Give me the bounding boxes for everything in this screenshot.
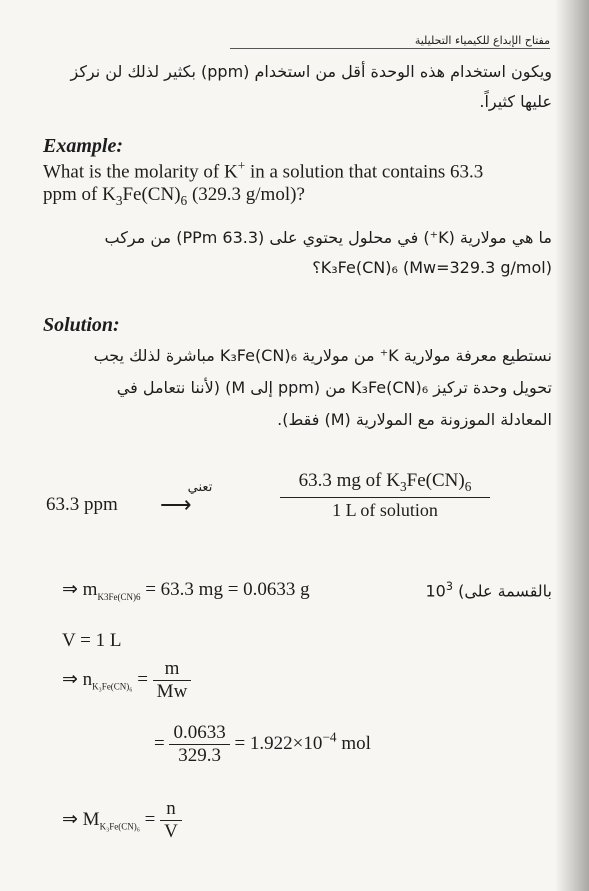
solution-heading: Solution:	[43, 314, 120, 336]
example-question-line2	[43, 184, 305, 209]
mass-symbol: m	[82, 579, 98, 600]
moles-value-fraction	[169, 722, 229, 767]
molarity-numerator: n	[160, 798, 182, 821]
conversion-arrow: ⟶	[160, 492, 192, 517]
example-arabic-line2: K₃Fe(CN)₆ (Mw=329.3 g/mol)؟	[312, 258, 552, 277]
q2-post: (329.3 g/mol)?	[187, 184, 305, 205]
conversion-numerator	[280, 470, 490, 498]
mass-implies-arrow: ⇒	[62, 579, 78, 600]
conv-num-sub2: 6	[464, 478, 472, 494]
molarity-equals: =	[144, 808, 156, 830]
molarity-implies-arrow: ⇒	[62, 808, 78, 830]
q2-sub1: 3	[115, 192, 123, 208]
q1-text: What is the molarity of K	[43, 161, 238, 183]
q2-sub2: 6	[180, 192, 188, 208]
solution-arabic-line3: المعادلة الموزونة مع المولارية (M) فقط).	[277, 410, 552, 429]
molarity-symbol: M	[82, 808, 100, 830]
conversion-left: 63.3 ppm	[46, 494, 118, 515]
conversion-arrow-label: تعني	[187, 480, 213, 495]
mass-note-exponent: 3	[445, 580, 453, 593]
molarity-denominator: V	[164, 821, 178, 842]
conversion-fraction	[280, 470, 490, 521]
moles-subscript: K₃Fe(CN)₆	[92, 681, 133, 692]
solution-arabic-line1: نستطيع معرفة مولارية K⁺ من مولارية K₃Fe(CN)₆ مباشرة لذلك يجب	[93, 346, 552, 365]
page-edge-shadow	[555, 0, 589, 891]
conv-num-text: 63.3 mg of K	[298, 470, 400, 491]
molarity-fraction	[160, 798, 182, 843]
moles-value-equation	[154, 722, 371, 767]
molarity-subscript: K₃Fe(CN)₆	[99, 821, 140, 832]
moles-value-equals: =	[154, 732, 165, 754]
mass-value: = 63.3 mg = 0.0633 g	[140, 579, 310, 600]
example-question-line1	[43, 158, 483, 183]
moles-fraction	[153, 658, 192, 703]
mass-note-number: 10	[425, 581, 446, 601]
mass-note-arabic: (بالقسمة على	[458, 581, 552, 601]
moles-equals: =	[137, 668, 148, 690]
conv-num-sub1: 3	[399, 478, 407, 494]
q2-text: ppm of K	[43, 184, 116, 205]
mass-equation	[62, 578, 310, 602]
running-header: مفتاح الإبداع للكيمياء التحليلية	[230, 34, 550, 49]
q1-sup: +	[237, 158, 246, 173]
moles-value-denominator: 329.3	[178, 745, 221, 766]
moles-value-unit: mol	[336, 732, 371, 754]
intro-arabic-line1: ويكون استخدام هذه الوحدة أقل من استخدام (ppm) بكثير لذلك لن نركز	[70, 62, 552, 81]
example-arabic-line1: ما هي مولارية (K⁺) في محلول يحتوي على (63.3 PPm) من مركب	[104, 228, 552, 247]
conv-num-mid: Fe(CN)	[406, 470, 465, 491]
moles-implies-arrow: ⇒	[62, 668, 78, 690]
moles-denominator: Mw	[156, 681, 188, 702]
q2-mid: Fe(CN)	[122, 184, 181, 205]
example-heading: Example:	[43, 135, 123, 157]
mass-note	[400, 580, 552, 600]
moles-value-exponent: −4	[322, 729, 337, 745]
molarity-equation	[62, 798, 182, 843]
volume-line: V = 1 L	[62, 630, 122, 651]
q1-post: in a solution that contains 63.3	[245, 161, 484, 183]
moles-symbol: n	[82, 668, 93, 690]
moles-value-result: = 1.922×10	[234, 732, 323, 754]
conversion-denominator: 1 L of solution	[332, 499, 438, 520]
intro-arabic-line2: عليها كثيراً.	[479, 92, 552, 111]
moles-value-numerator: 0.0633	[169, 722, 229, 745]
moles-equation	[62, 658, 191, 703]
mass-subscript: K3Fe(CN)6	[97, 591, 141, 602]
moles-numerator: m	[153, 658, 192, 681]
solution-arabic-line2: تحويل وحدة تركيز K₃Fe(CN)₆ من (ppm إلى M) (لأننا نتعامل في	[116, 378, 552, 397]
